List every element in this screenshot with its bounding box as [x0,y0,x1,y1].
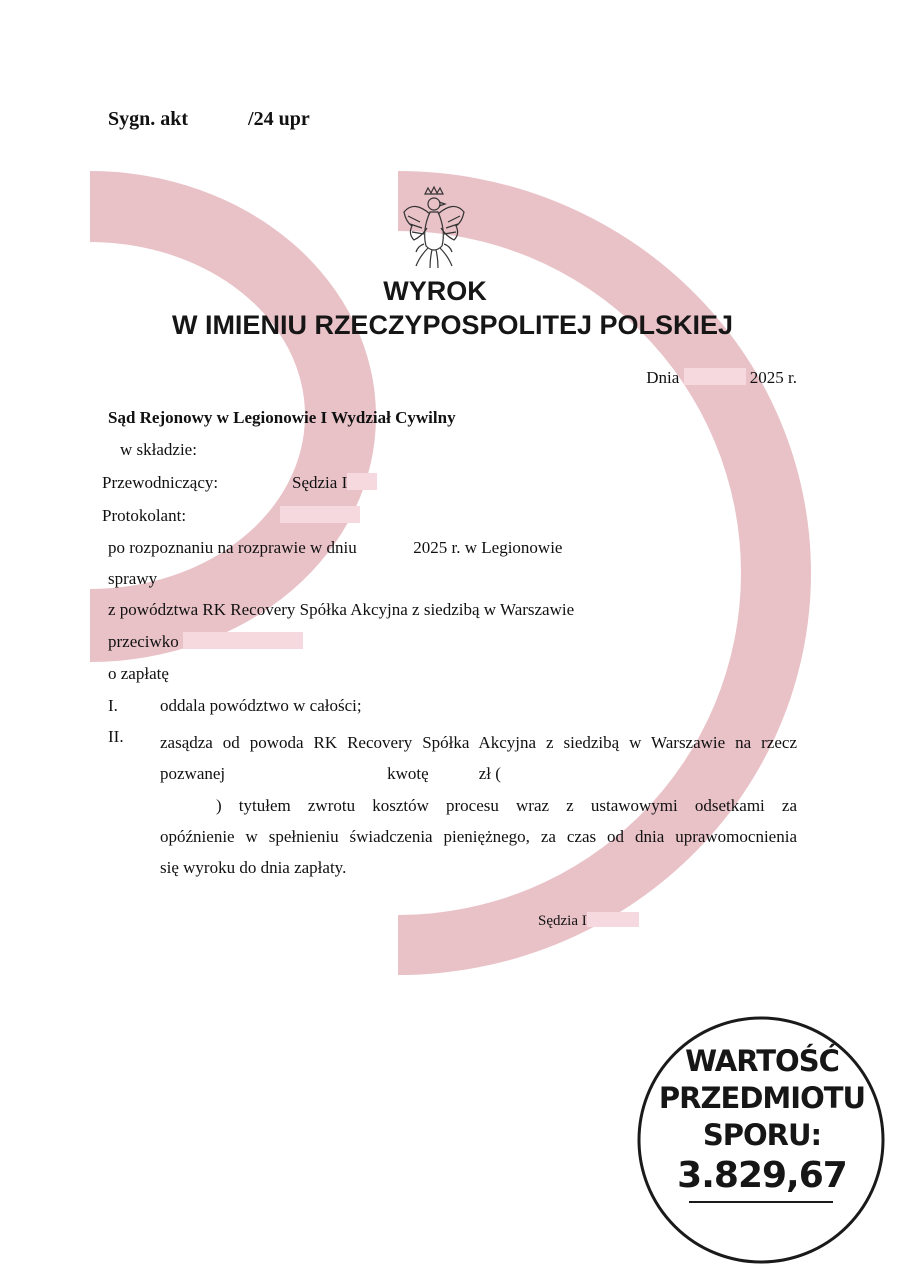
judgment-date [646,368,797,388]
judge-signature [538,912,639,930]
presiding-judge [292,473,377,493]
stamp-line-3: SPORU: [702,1118,822,1152]
document-subtitle: W IMIENIU RZECZYPOSPOLITEJ POLSKIEJ [171,310,734,340]
ruling-2-line-4: opóźnienie w spełnieniu świadczenia pieniężnego, za czas od dnia uprawomocnienia [160,826,797,846]
case-signature-prefix: Sygn. akt [108,108,189,130]
ruling-2-line-2 [160,758,797,789]
ruling-2-line-5: się wyroku do dnia zapłaty. [160,858,347,878]
redacted-judge-name [347,473,377,490]
presiding-judge-name: Sędzia I [292,473,348,492]
ruling-number-2: II. [108,727,124,746]
court-name: Sąd Rejonowy w Legionowie I Wydział Cywilny [108,408,456,427]
presiding-label: Przewodniczący: [102,473,219,492]
hearing-prefix: po rozpoznaniu na rozprawie w dniu [108,538,357,557]
polish-eagle-emblem-icon [400,186,468,270]
currency-label: zł ( [478,764,501,784]
clerk-label-text: Protokolant: [102,506,187,525]
subject-line: o zapłatę [108,664,169,683]
against-label: przeciwko [108,632,179,651]
document-title: WYROK [383,276,487,306]
composition-label: w składzie: [120,440,197,459]
case-signature-suffix: /24 upr [248,108,310,130]
against-line [108,632,303,652]
ruling-text-2 [160,727,797,883]
date-prefix: Dnia [646,368,680,387]
stamp-line-1: WARTOŚĆ [685,1044,839,1078]
redacted-defendant [183,632,303,649]
defendant-label: pozwanej [160,764,226,784]
redacted-day [684,368,746,385]
date-suffix: 2025 r. [749,368,797,387]
judge-signature-label: Sędzia I [538,913,587,929]
stamp-value: 3.829,67 [677,1155,847,1196]
ruling-number-1: I. [108,696,118,715]
hearing-suffix: 2025 r. w Legionowie [413,538,563,557]
ruling-2-line-3: ) tytułem zwrotu kosztów procesu wraz z ustawowymi odsetkami za [216,795,797,815]
ruling-2-line-1: zasądza od powoda RK Recovery Spółka Akcyjna z siedzibą w Warszawie na rzecz [160,733,797,752]
amount-label: kwotę [387,764,429,784]
dispute-value-stamp [635,1015,885,1265]
case-signature [108,108,310,131]
hearing-line [108,538,562,558]
stamp-line-2: PRZEDMIOTU [658,1081,866,1115]
redacted-clerk-name [280,506,360,523]
redacted-signature-name [587,912,639,927]
plaintiff-line: z powództwa RK Recovery Spółka Akcyjna z siedzibą w Warszawie [108,600,575,619]
ruling-text-1: oddala powództwo w całości; [160,696,362,715]
clerk-label [102,506,360,526]
case-word: sprawy [108,569,158,588]
